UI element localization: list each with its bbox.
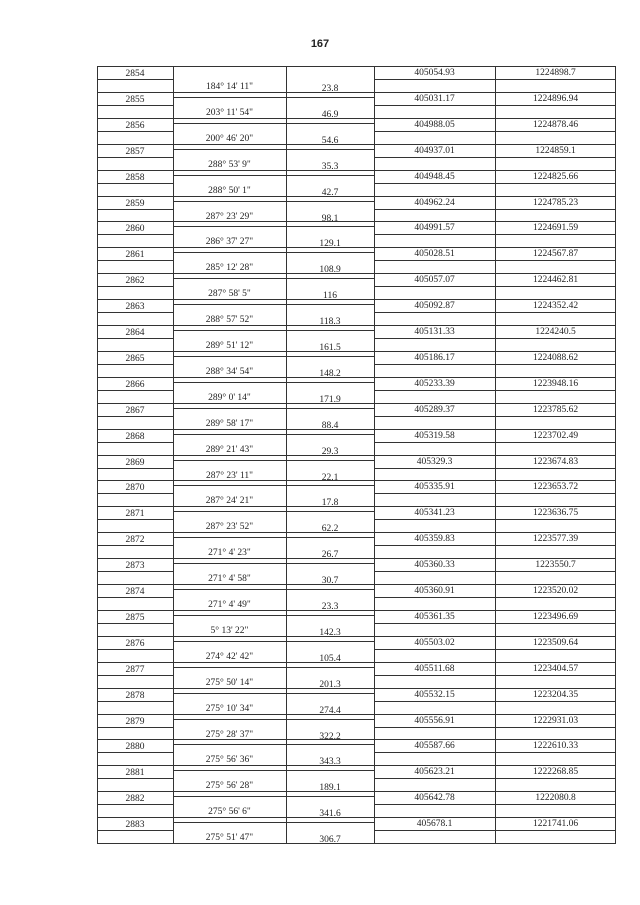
x-coordinate: 405319.58 (414, 431, 455, 441)
point-row-rule (97, 105, 173, 106)
y-coordinate: 1224898.7 (535, 68, 576, 78)
x-coordinate: 405057.07 (414, 275, 455, 285)
point-number: 2881 (125, 768, 145, 778)
point-number: 2856 (125, 121, 145, 131)
bearing: 288° 50' 1" (208, 186, 251, 196)
point-number: 2880 (125, 742, 145, 752)
point-row-rule (97, 727, 173, 728)
x-coordinate: 405359.83 (414, 534, 455, 544)
point-number: 2869 (125, 458, 145, 468)
y-coordinate: 1224825.66 (532, 172, 579, 182)
x-coordinate: 405186.17 (414, 353, 455, 363)
point-row-rule (374, 183, 616, 184)
point-row-rule (374, 778, 616, 779)
point-row-rule (374, 468, 616, 469)
distance: 98.1 (321, 214, 339, 224)
point-row-rule (97, 675, 173, 676)
point-row-rule (374, 493, 616, 494)
x-coordinate: 405054.93 (414, 68, 455, 78)
y-coordinate: 1224896.94 (532, 94, 579, 104)
y-coordinate: 1223204.35 (532, 690, 579, 700)
segment-row-rule (173, 719, 374, 720)
point-row-rule (374, 209, 616, 210)
x-coordinate: 405289.37 (414, 405, 455, 415)
y-coordinate: 1222931.03 (532, 716, 579, 726)
point-row-rule (374, 830, 616, 831)
distance: 116 (323, 291, 337, 301)
table-top-rule (97, 66, 616, 67)
bearing: 275° 56' 36" (205, 755, 254, 765)
point-row-rule (374, 312, 616, 313)
bearing: 289° 58' 17" (205, 419, 254, 429)
point-number: 2873 (125, 561, 145, 571)
bearing: 200° 46' 20" (205, 134, 254, 144)
segment-row-rule (173, 304, 374, 305)
bearing: 289° 0' 14" (208, 393, 251, 403)
segment-row-rule (173, 201, 374, 202)
distance: 129.1 (319, 239, 341, 249)
point-number: 2877 (125, 665, 145, 675)
x-coordinate: 404962.24 (414, 198, 455, 208)
segment-row-rule (173, 278, 374, 279)
segment-row-rule (173, 589, 374, 590)
bearing: 288° 53' 9" (208, 160, 251, 170)
bearing: 271° 4' 49" (208, 600, 251, 610)
point-row-rule (374, 545, 616, 546)
bearing: 271° 4' 58" (208, 574, 251, 584)
x-coordinate: 405233.39 (414, 379, 455, 389)
point-row-rule (97, 390, 173, 391)
point-row-rule (97, 468, 173, 469)
distance: 343.3 (319, 757, 341, 767)
segment-row-rule (173, 641, 374, 642)
point-number: 2862 (125, 276, 145, 286)
distance: 108.9 (319, 265, 341, 275)
y-coordinate: 1223520.02 (532, 586, 579, 596)
distance: 42.7 (321, 188, 339, 198)
y-coordinate: 1224859.1 (535, 146, 576, 156)
point-row-rule (374, 390, 616, 391)
segment-row-rule (173, 693, 374, 694)
y-coordinate: 1223948.16 (532, 379, 579, 389)
y-coordinate: 1223653.72 (532, 482, 579, 492)
point-row-rule (97, 157, 173, 158)
y-coordinate: 1223404.57 (532, 664, 579, 674)
point-row-rule (374, 727, 616, 728)
segment-row-rule (173, 356, 374, 357)
point-row-rule (374, 416, 616, 417)
x-coordinate: 405341.23 (414, 508, 455, 518)
point-row-rule (97, 234, 173, 235)
distance: 189.1 (319, 783, 341, 793)
point-number: 2868 (125, 432, 145, 442)
distance: 306.7 (319, 835, 341, 845)
bearing: 274° 42' 42" (205, 652, 254, 662)
bearing: 275° 56' 28" (205, 781, 254, 791)
point-row-rule (374, 442, 616, 443)
x-coordinate: 405360.91 (414, 586, 455, 596)
point-row-rule (374, 364, 616, 365)
y-coordinate: 1223577.39 (532, 534, 579, 544)
point-number: 2860 (125, 224, 145, 234)
point-number: 2878 (125, 691, 145, 701)
point-row-rule (97, 597, 173, 598)
y-coordinate: 1223496.69 (532, 612, 579, 622)
distance: 35.3 (321, 162, 339, 172)
bearing: 287° 58' 5" (208, 289, 251, 299)
distance: 46.9 (321, 110, 339, 120)
distance: 341.6 (319, 809, 341, 819)
y-coordinate: 1223702.49 (532, 431, 579, 441)
point-row-rule (97, 416, 173, 417)
distance: 26.7 (321, 550, 339, 560)
point-row-rule (374, 79, 616, 80)
bearing: 275° 50' 14" (205, 678, 254, 688)
y-coordinate: 1223785.62 (532, 405, 579, 415)
distance: 148.2 (319, 369, 341, 379)
point-number: 2867 (125, 406, 145, 416)
bearing: 203° 11' 54" (205, 108, 254, 118)
point-row-rule (97, 649, 173, 650)
segment-row-rule (173, 796, 374, 797)
point-number: 2858 (125, 173, 145, 183)
point-row-rule (374, 623, 616, 624)
segment-row-rule (173, 563, 374, 564)
y-coordinate: 1222268.85 (532, 767, 579, 777)
point-row-rule (97, 364, 173, 365)
bearing: 5° 13' 22" (210, 626, 249, 636)
segment-row-rule (173, 330, 374, 331)
point-number: 2874 (125, 587, 145, 597)
y-coordinate: 1222080.8 (535, 793, 576, 803)
segment-row-rule (173, 615, 374, 616)
distance: 105.4 (319, 654, 341, 664)
point-row-rule (97, 493, 173, 494)
point-row-rule (374, 752, 616, 753)
segment-row-rule (173, 485, 374, 486)
x-coordinate: 404948.45 (414, 172, 455, 182)
bearing: 289° 21' 43" (205, 445, 254, 455)
x-coordinate: 405503.02 (414, 638, 455, 648)
segment-row-rule (173, 97, 374, 98)
point-row-rule (374, 571, 616, 572)
segment-row-rule (173, 408, 374, 409)
distance: 118.3 (319, 317, 341, 327)
x-coordinate: 405678.1 (416, 819, 453, 829)
survey-coordinates-table (97, 66, 616, 844)
point-number: 2864 (125, 328, 145, 338)
point-number: 2863 (125, 302, 145, 312)
y-coordinate: 1223509.64 (532, 638, 579, 648)
point-row-rule (97, 623, 173, 624)
point-number: 2865 (125, 354, 145, 364)
point-number: 2854 (125, 69, 145, 79)
point-row-rule (374, 649, 616, 650)
distance: 88.4 (321, 421, 339, 431)
distance: 161.5 (319, 343, 341, 353)
y-coordinate: 1224878.46 (532, 120, 579, 130)
point-number: 2857 (125, 147, 145, 157)
distance: 322.2 (319, 732, 341, 742)
y-coordinate: 1224462.81 (532, 275, 579, 285)
point-row-rule (97, 804, 173, 805)
bearing: 288° 34' 54" (205, 367, 254, 377)
bearing: 285° 12' 28" (205, 263, 254, 273)
y-coordinate: 1222610.33 (532, 741, 579, 751)
segment-row-rule (173, 252, 374, 253)
point-number: 2883 (125, 820, 145, 830)
y-coordinate: 1224088.62 (532, 353, 579, 363)
point-row-rule (374, 597, 616, 598)
point-number: 2876 (125, 639, 145, 649)
y-coordinate: 1224567.87 (532, 249, 579, 259)
bearing: 287° 23' 11" (205, 471, 254, 481)
distance: 142.3 (319, 628, 341, 638)
segment-row-rule (173, 175, 374, 176)
segment-row-rule (173, 123, 374, 124)
distance: 17.8 (321, 498, 339, 508)
bearing: 275° 56' 6" (208, 807, 251, 817)
bearing: 287° 23' 52" (205, 522, 254, 532)
point-number: 2882 (125, 794, 145, 804)
point-number: 2872 (125, 535, 145, 545)
point-row-rule (97, 701, 173, 702)
point-number: 2855 (125, 95, 145, 105)
segment-row-rule (173, 226, 374, 227)
distance: 23.3 (321, 602, 339, 612)
x-coordinate: 405092.87 (414, 301, 455, 311)
point-row-rule (97, 209, 173, 210)
point-row-rule (374, 701, 616, 702)
segment-row-rule (173, 667, 374, 668)
point-row-rule (374, 260, 616, 261)
distance: 23.8 (321, 84, 339, 94)
point-number: 2871 (125, 509, 145, 519)
y-coordinate: 1224240.5 (535, 327, 576, 337)
y-coordinate: 1224691.59 (532, 223, 579, 233)
point-row-rule (374, 131, 616, 132)
bearing: 275° 10' 34" (205, 704, 254, 714)
point-row-rule (97, 338, 173, 339)
point-number: 2875 (125, 613, 145, 623)
distance: 62.2 (321, 524, 339, 534)
point-row-rule (374, 519, 616, 520)
x-coordinate: 405361.35 (414, 612, 455, 622)
point-number: 2870 (125, 483, 145, 493)
x-coordinate: 405556.91 (414, 716, 455, 726)
distance: 22.1 (321, 473, 339, 483)
bearing: 184° 14' 11" (205, 82, 254, 92)
segment-row-rule (173, 770, 374, 771)
x-coordinate: 405587.66 (414, 741, 455, 751)
point-number: 2859 (125, 199, 145, 209)
distance: 29.3 (321, 447, 339, 457)
point-row-rule (97, 752, 173, 753)
segment-row-rule (173, 744, 374, 745)
y-coordinate: 1223636.75 (532, 508, 579, 518)
x-coordinate: 405642.78 (414, 793, 455, 803)
segment-row-rule (173, 434, 374, 435)
segment-row-rule (173, 149, 374, 150)
point-number: 2861 (125, 250, 145, 260)
bearing: 287° 24' 21" (205, 496, 254, 506)
point-number: 2866 (125, 380, 145, 390)
point-row-rule (97, 442, 173, 443)
point-row-rule (97, 519, 173, 520)
page-number: 167 (310, 38, 330, 50)
y-coordinate: 1224352.42 (532, 301, 579, 311)
y-coordinate: 1224785.23 (532, 198, 579, 208)
point-row-rule (97, 545, 173, 546)
y-coordinate: 1221741.06 (532, 819, 579, 829)
point-row-rule (97, 286, 173, 287)
point-row-rule (97, 79, 173, 80)
point-number: 2879 (125, 717, 145, 727)
segment-row-rule (173, 460, 374, 461)
segment-row-rule (173, 537, 374, 538)
bearing: 288° 57' 52" (205, 315, 254, 325)
y-coordinate: 1223674.83 (532, 457, 579, 467)
x-coordinate: 405511.68 (414, 664, 455, 674)
point-row-rule (97, 571, 173, 572)
point-row-rule (97, 778, 173, 779)
x-coordinate: 404937.01 (414, 146, 455, 156)
segment-row-rule (173, 382, 374, 383)
bearing: 287° 23' 29" (205, 212, 254, 222)
point-row-rule (97, 260, 173, 261)
bearing: 289° 51' 12" (205, 341, 254, 351)
point-row-rule (374, 675, 616, 676)
distance: 30.7 (321, 576, 339, 586)
x-coordinate: 405360.33 (414, 560, 455, 570)
point-row-rule (97, 131, 173, 132)
bearing: 271° 4' 23" (208, 548, 251, 558)
segment-row-rule (173, 822, 374, 823)
point-row-rule (374, 234, 616, 235)
segment-row-rule (173, 511, 374, 512)
distance: 274.4 (319, 706, 341, 716)
distance: 201.3 (319, 680, 341, 690)
point-row-rule (374, 105, 616, 106)
x-coordinate: 404991.57 (414, 223, 455, 233)
bearing: 275° 51' 47" (205, 833, 254, 843)
y-coordinate: 1223550.7 (535, 560, 576, 570)
distance: 54.6 (321, 136, 339, 146)
x-coordinate: 404988.05 (414, 120, 455, 130)
point-row-rule (374, 338, 616, 339)
point-row-rule (97, 183, 173, 184)
distance: 171.9 (319, 395, 341, 405)
x-coordinate: 405131.33 (414, 327, 455, 337)
point-row-rule (374, 157, 616, 158)
x-coordinate: 405329.3 (416, 457, 453, 467)
point-row-rule (97, 312, 173, 313)
x-coordinate: 405028.51 (414, 249, 455, 259)
bearing: 275° 28' 37" (205, 730, 254, 740)
point-row-rule (374, 804, 616, 805)
x-coordinate: 405623.21 (414, 767, 455, 777)
bearing: 286° 37' 27" (205, 237, 254, 247)
x-coordinate: 405031.17 (414, 94, 455, 104)
point-row-rule (97, 830, 173, 831)
x-coordinate: 405335.91 (414, 482, 455, 492)
x-coordinate: 405532.15 (414, 690, 455, 700)
point-row-rule (374, 286, 616, 287)
